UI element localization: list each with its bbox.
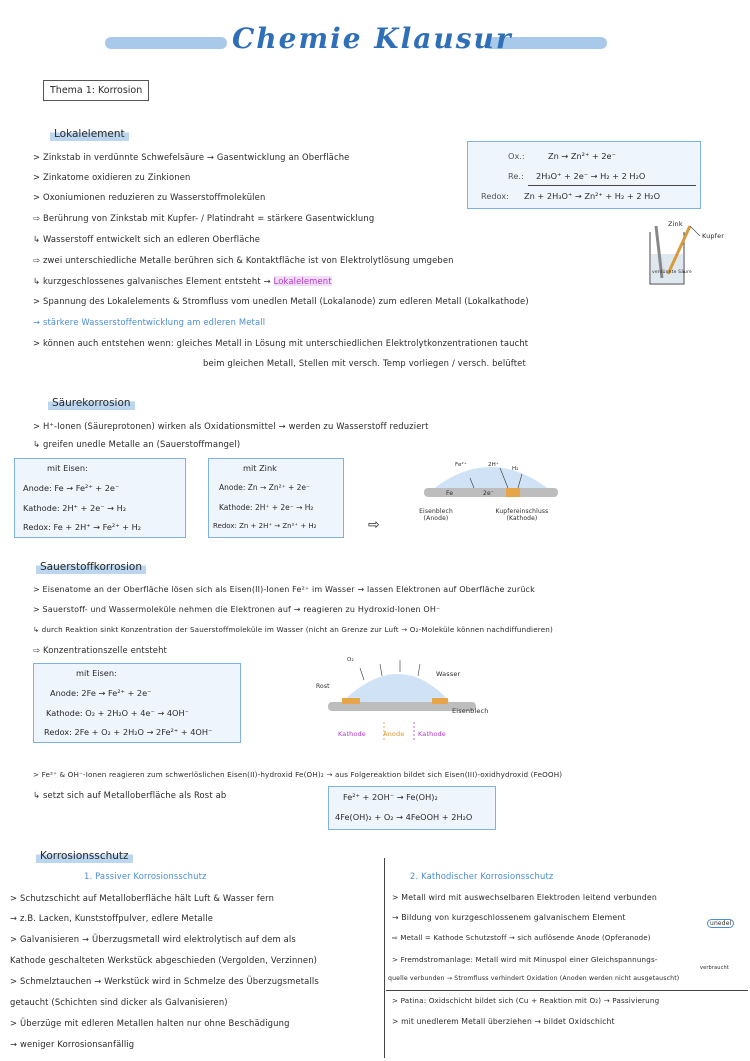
text-line: > Zinkstab in verdünnte Schwefelsäure → Gasentwicklung an Oberfläche: [33, 152, 350, 162]
implies-arrow-icon: ⇨: [368, 517, 380, 533]
subheading-passiv: 1. Passiver Korrosionsschutz: [84, 871, 207, 881]
anode-equation: Anode: Fe → Fe²⁺ + 2e⁻: [23, 483, 120, 493]
kathode-equation: Kathode: 2H⁺ + 2e⁻ → H₂: [219, 503, 314, 512]
text-line: > Schmelztauchen → Werkstück wird in Schmelze des Überzugsmetalls: [10, 976, 319, 986]
text-line: → z.B. Lacken, Kunststoffpulver, edlere Metalle: [10, 913, 214, 923]
text-line: > Oxoniumionen reduzieren zu Wasserstoffmolekülen: [33, 192, 266, 202]
eisenblech-label: Eisenblech (Anode): [419, 508, 453, 522]
text-line: ⇨ Metall = Kathode Schutzstoff → sich auflösende Anode (Opferanode): [392, 934, 651, 942]
section-heading-korrosionsschutz: Korrosionsschutz: [36, 849, 133, 863]
o2-label: O₂: [347, 657, 354, 663]
text-line: ↳ Wasserstoff entwickelt sich an edleren Oberfläche: [33, 234, 261, 244]
kathode-label: Kathode: [338, 730, 366, 738]
text-line: > Zinkatome oxidieren zu Zinkionen: [33, 172, 191, 182]
redox-equation: Redox: Zn + 2H⁺ → Zn²⁺ + H₂: [213, 522, 317, 530]
text-line: > mit unedlerem Metall überziehen → bildet Oxidschicht: [392, 1017, 615, 1026]
text-line: > Metall wird mit auswechselbaren Elektroden leitend verbunden: [392, 893, 657, 902]
zink-label: Zink: [668, 220, 683, 228]
text-line: Kathode geschalteten Werkstück abgeschieden (Vergolden, Verzinnen): [10, 955, 318, 965]
text-line: > Spannung des Lokalelements & Stromfluss vom unedlen Metall (Lokalanode) zum edleren Metall (Lokalkathode): [33, 296, 529, 306]
anode-label: Anode: [383, 730, 405, 738]
text-line: > H⁺-Ionen (Säureprotonen) wirken als Oxidationsmittel → werden zu Wasserstoff reduziert: [33, 421, 429, 431]
unedel-note: unedel: [707, 919, 734, 928]
diagram-label: H₂: [512, 466, 519, 472]
kathode-equation: Kathode: 2H⁺ + 2e⁻ → H₂: [23, 503, 127, 513]
text-line: > Patina: Oxidschicht bildet sich (Cu + Reaktion mit O₂) → Passivierung: [392, 996, 660, 1005]
section-heading-lokalelement: Lokalelement: [50, 127, 129, 141]
eisen-sauerstoff-box: [33, 663, 241, 743]
text-line: ⇨ zwei unterschiedliche Metalle berühren sich & Kontaktfläche ist von Elektrolytlösung umgeben: [33, 255, 454, 265]
redox-equation: Zn + 2H₃O⁺ → Zn²⁺ + H₂ + 2 H₂O: [524, 191, 661, 201]
kupfereinschluss-label: Kupfereinschluss (Kathode): [495, 508, 549, 522]
equation-divider: [528, 185, 696, 186]
zink-saeure-box: [208, 458, 344, 538]
page-title: Chemie Klausur: [232, 22, 513, 55]
text-line: → weniger Korrosionsanfällig: [10, 1039, 135, 1049]
verbraucht-note: verbraucht: [700, 965, 729, 971]
section-heading-saeurekorrosion: Säurekorrosion: [48, 396, 135, 410]
text-line: > Galvanisieren → Überzugsmetall wird elektrolytisch auf dem als: [10, 934, 296, 944]
diagram-label: 2H⁺: [488, 462, 499, 468]
text-line: > Fe²⁺ & OH⁻-Ionen reagieren zum schwerlöslichen Eisen(II)-hydroxid Fe(OH)₂ → aus Folgereaktion bildet sich Eisen(III)-oxidhydroxid (FeOOH): [33, 770, 563, 779]
anode-equation: Anode: 2Fe → Fe²⁺ + 2e⁻: [50, 688, 152, 698]
text-line: → Bildung von kurzgeschlossenem galvanischem Element: [392, 913, 626, 922]
rost-label: Rost: [316, 683, 330, 690]
text-line-part: ↳ kurzgeschlossenes galvanisches Element entsteht →: [33, 276, 271, 286]
re-label: Re.:: [508, 171, 524, 181]
wasser-label: Wasser: [436, 670, 461, 678]
diagram-label: Fe: [446, 490, 454, 497]
text-line: > Überzüge mit edleren Metallen halten nur ohne Beschädigung: [10, 1018, 290, 1028]
kupfer-label: Kupfer: [702, 232, 725, 240]
title-decoration-left: [105, 37, 227, 49]
redox-equation: Redox: Fe + 2H⁺ → Fe²⁺ + H₂: [23, 522, 142, 532]
row-divider: [386, 990, 748, 991]
text-line: ↳ setzt sich auf Metalloberfläche als Rost ab: [33, 790, 227, 800]
text-line: getaucht (Schichten sind dicker als Galvanisieren): [10, 997, 228, 1007]
text-line: [33, 276, 332, 286]
saeure-label: verdünnte Säure: [652, 270, 692, 275]
text-line: ↳ durch Reaktion sinkt Konzentration der Sauerstoffmoleküle im Wasser (nicht an Grenze zur Luft → O₂-Moleküle können nachdiffundieren): [33, 625, 553, 634]
text-line: > Schutzschicht auf Metalloberfläche hält Luft & Wasser fern: [10, 893, 275, 903]
diagram-label: 2e⁻: [483, 490, 495, 497]
kathode-label: Kathode: [418, 730, 446, 738]
topic-box: Thema 1: Korrosion: [43, 80, 149, 101]
eisen-saeure-box: [14, 458, 186, 538]
box-title: mit Eisen:: [47, 463, 88, 473]
folgereaktion-box: [328, 786, 496, 830]
column-divider: [384, 858, 385, 1058]
ox-equation: Zn → Zn²⁺ + 2e⁻: [548, 151, 616, 161]
ox-label: Ox.:: [508, 151, 525, 161]
diagram-label: Fe²⁺: [455, 462, 467, 468]
reaction-equation: 4Fe(OH)₂ + O₂ → 4FeOOH + 2H₂O: [335, 812, 473, 822]
section-heading-sauerstoffkorrosion: Sauerstoffkorrosion: [36, 560, 146, 574]
beaker-diagram: [640, 218, 740, 290]
redox-equation: Redox: 2Fe + O₂ + 2H₂O → 2Fe²⁺ + 4OH⁻: [44, 727, 213, 737]
kathode-equation: Kathode: O₂ + 2H₂O + 4e⁻ → 4OH⁻: [46, 708, 189, 718]
redox-label: Redox:: [481, 191, 509, 201]
text-line: ↳ greifen unedle Metalle an (Sauerstoffmangel): [33, 439, 241, 449]
text-line: ⇨ Berührung von Zinkstab mit Kupfer- / Platindraht = stärkere Gasentwicklung: [33, 213, 375, 223]
text-line: > Eisenatome an der Oberfläche lösen sich als Eisen(II)-Ionen Fe²⁺ im Wasser → lassen Elektronen auf Oberfläche zurück: [33, 585, 535, 594]
lokalelement-highlight: Lokalelement: [273, 276, 332, 286]
text-line: > Sauerstoff- und Wassermoleküle nehmen die Elektronen auf → reagieren zu Hydroxid-Ionen OH⁻: [33, 605, 441, 614]
text-line: quelle verbunden → Stromfluss verhindert Oxidation (Anoden werden nicht ausgetauscht): [388, 975, 680, 982]
sauerstoff-diagram: [320, 650, 480, 740]
text-line: > Fremdstromanlage: Metall wird mit Minuspol einer Gleichspannungs-: [392, 955, 658, 964]
text-line: > können auch entstehen wenn: gleiches Metall in Lösung mit unterschiedlichen Elektrolytkonzentrationen taucht: [33, 338, 529, 348]
redox-equation-box: [467, 141, 701, 209]
anode-equation: Anode: Zn → Zn²⁺ + 2e⁻: [219, 483, 310, 492]
box-title: mit Eisen:: [76, 668, 117, 678]
text-line: → stärkere Wasserstoffentwicklung am edleren Metall: [33, 317, 266, 327]
re-equation: 2H₃O⁺ + 2e⁻ → H₂ + 2 H₂O: [536, 171, 646, 181]
subheading-kathodisch: 2. Kathodischer Korrosionsschutz: [410, 871, 554, 881]
box-title: mit Zink: [243, 463, 277, 473]
text-line: ⇨ Konzentrationszelle entsteht: [33, 645, 167, 655]
reaction-equation: Fe²⁺ + 2OH⁻ → Fe(OH)₂: [343, 792, 438, 802]
text-line: beim gleichen Metall, Stellen mit versch. Temp vorliegen / versch. belüftet: [203, 358, 526, 368]
eisenblech-label: Eisenblech: [452, 707, 489, 715]
saeure-diagram: [420, 452, 560, 512]
